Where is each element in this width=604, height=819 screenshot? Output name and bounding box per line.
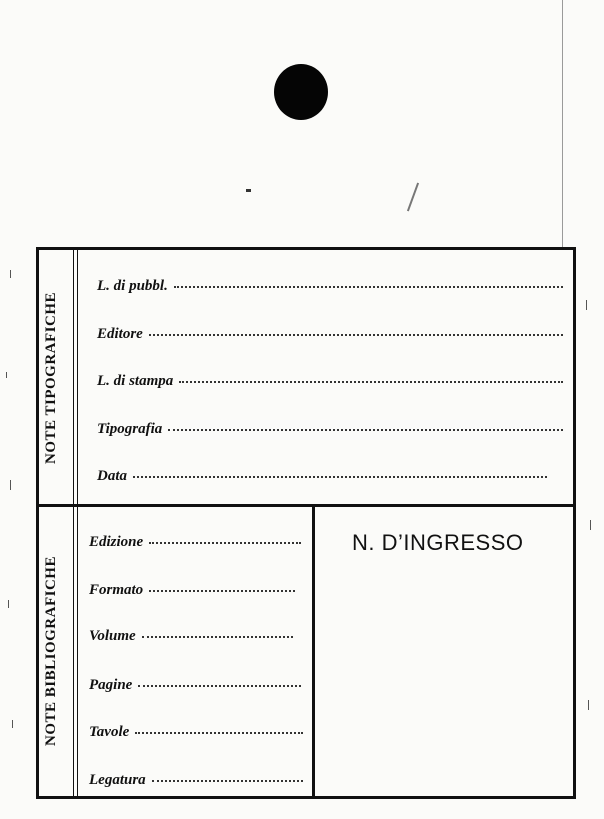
section-heading-bibliografiche: NOTE BIBLIOGRAFICHE	[43, 556, 59, 746]
margin-mark	[10, 270, 11, 278]
field-label: Pagine	[89, 677, 133, 693]
field-luogo-stampa	[97, 373, 563, 390]
field-volume	[89, 628, 293, 645]
field-tipografia	[97, 421, 563, 438]
ink-speck	[246, 189, 251, 192]
margin-mark	[590, 520, 591, 530]
dotted-line	[138, 684, 301, 687]
field-label: Volume	[89, 628, 136, 644]
margin-mark	[6, 372, 7, 378]
field-label: Edizione	[89, 534, 144, 550]
punch-hole	[274, 64, 328, 120]
dotted-line	[179, 380, 563, 383]
ink-scratch	[407, 183, 419, 212]
field-edizione	[89, 534, 301, 551]
field-legatura	[89, 772, 303, 789]
margin-rule	[77, 250, 78, 796]
field-formato	[89, 582, 295, 599]
dotted-line	[149, 333, 563, 336]
margin-mark	[12, 720, 13, 728]
margin-mark	[8, 600, 9, 608]
ingresso-number-label: N. D’INGRESSO	[352, 530, 524, 555]
margin-mark	[586, 300, 587, 310]
margin-mark	[10, 480, 11, 490]
field-label: L. di pubbl.	[97, 278, 168, 294]
dotted-line	[149, 589, 295, 592]
field-label: Legatura	[89, 772, 146, 788]
field-label: Editore	[97, 326, 143, 342]
catalog-card	[36, 247, 576, 799]
column-divider	[312, 507, 315, 796]
dotted-line	[152, 779, 303, 782]
field-tavole	[89, 724, 303, 741]
section-divider	[39, 504, 573, 507]
paper-edge	[562, 0, 563, 250]
dotted-line	[135, 731, 303, 734]
field-luogo-pubblicazione	[97, 278, 563, 295]
field-pagine	[89, 677, 301, 694]
field-label: L. di stampa	[97, 373, 174, 389]
dotted-line	[133, 475, 547, 478]
field-label: Data	[97, 468, 127, 484]
margin-mark	[588, 700, 589, 710]
field-label: Formato	[89, 582, 144, 598]
dotted-line	[149, 541, 301, 544]
dotted-line	[174, 285, 563, 288]
field-data	[97, 468, 547, 485]
dotted-line	[142, 635, 293, 638]
section-heading-tipografiche: NOTE TIPOGRAFICHE	[43, 292, 59, 464]
margin-rule	[73, 250, 74, 796]
field-editore	[97, 326, 563, 343]
field-label: Tavole	[89, 724, 130, 740]
field-label: Tipografia	[97, 421, 163, 437]
dotted-line	[168, 428, 563, 431]
